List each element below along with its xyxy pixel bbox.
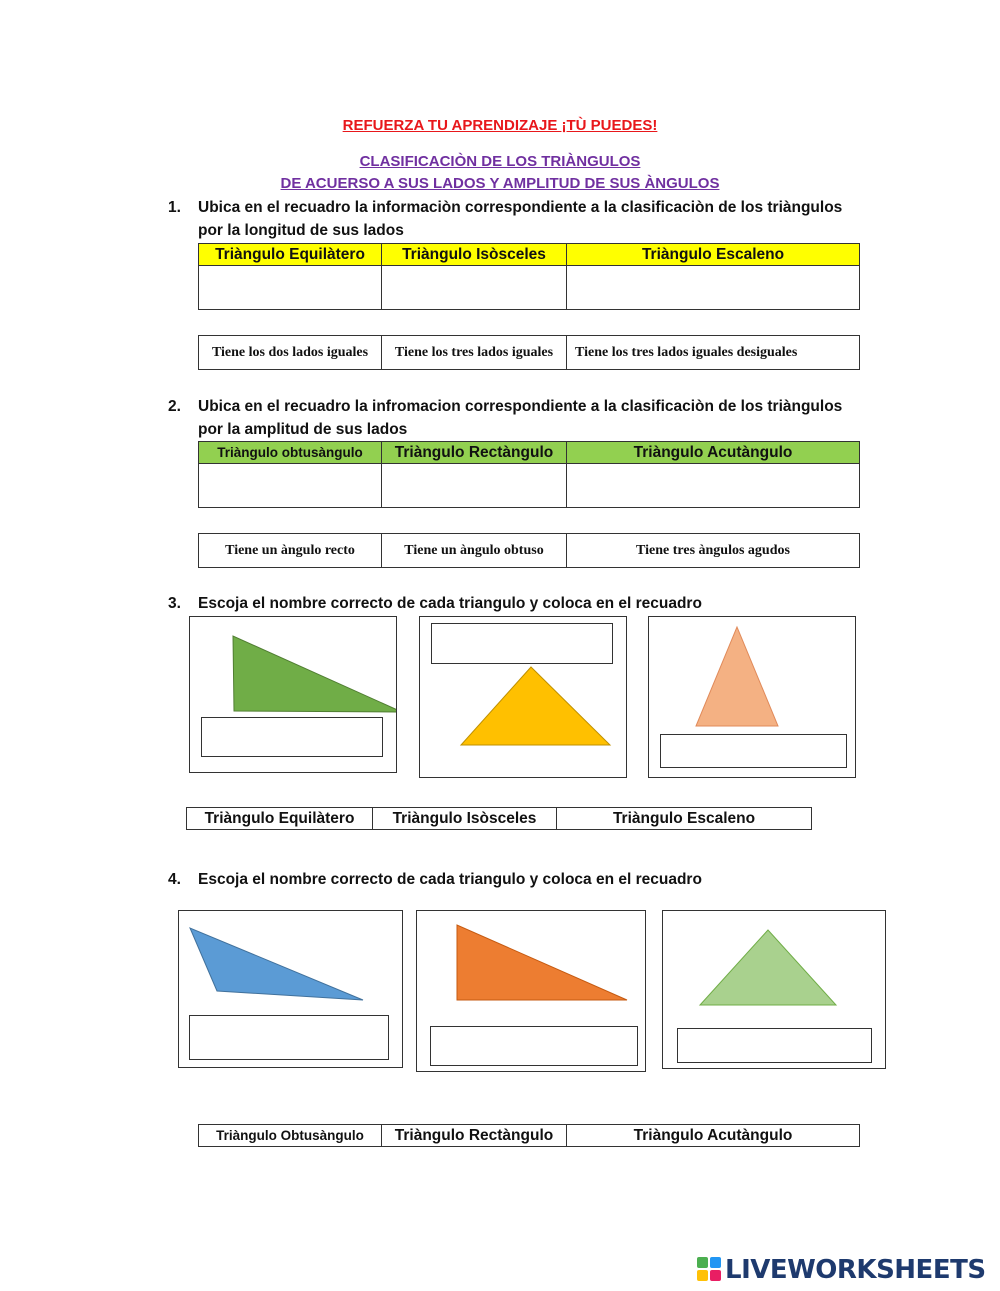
question-text-line-1: Ubica en el recuadro la infromacion correspondiente a la clasificaciòn de los triàngulos <box>198 398 843 415</box>
q1-answer-table <box>198 243 860 310</box>
question-number: 4. <box>168 871 181 888</box>
q1-drop-zone-isosceles[interactable] <box>382 266 567 310</box>
worksheet-subtitle-2: DE ACUERSO A SUS LADOS Y AMPLITUD DE SUS ÀNGULOS <box>280 175 720 192</box>
q1-header-escaleno: Triàngulo Escaleno <box>567 244 860 266</box>
q2-option-2[interactable]: Tiene un àngulo obtuso <box>382 534 567 568</box>
question-4 <box>168 868 928 891</box>
question-number: 1. <box>168 199 181 216</box>
q3-option-1[interactable]: Triàngulo Equilàtero <box>187 808 373 830</box>
q4-option-1[interactable]: Triàngulo Obtusàngulo <box>199 1125 382 1147</box>
q1-option-3[interactable]: Tiene los tres lados iguales desiguales <box>567 336 860 370</box>
q2-option-1[interactable]: Tiene un àngulo recto <box>199 534 382 568</box>
worksheet-title: REFUERZA TU APRENDIZAJE ¡TÙ PUEDES! <box>342 117 658 134</box>
right-triangle-shape <box>233 636 396 712</box>
question-3 <box>168 592 928 615</box>
q1-option-2[interactable]: Tiene los tres lados iguales <box>382 336 567 370</box>
q4-triangle-card-1 <box>178 910 403 1068</box>
q2-answer-table <box>198 441 860 508</box>
q2-drop-zone-obtusangulo[interactable] <box>199 464 382 508</box>
logo-text: LIVEWORKSHEETS <box>725 1255 986 1285</box>
q2-header-obtusangulo: Triàngulo obtusàngulo <box>199 442 382 464</box>
q1-drop-zone-equilatero[interactable] <box>199 266 382 310</box>
q4-answer-slot-1[interactable] <box>189 1015 389 1060</box>
q3-options-table <box>186 807 812 830</box>
obtuse-triangle-shape <box>190 928 363 1000</box>
q1-header-isosceles: Triàngulo Isòsceles <box>382 244 567 266</box>
q3-triangle-card-2 <box>419 616 627 778</box>
q1-option-1[interactable]: Tiene los dos lados iguales <box>199 336 382 370</box>
question-text-line-2: por la longitud de sus lados <box>198 222 404 239</box>
q1-drop-zone-escaleno[interactable] <box>567 266 860 310</box>
q4-option-3[interactable]: Triàngulo Acutàngulo <box>567 1125 860 1147</box>
q4-answer-slot-3[interactable] <box>677 1028 872 1063</box>
q3-triangle-card-3 <box>648 616 856 778</box>
acute-triangle-shape <box>696 627 778 726</box>
q4-answer-slot-2[interactable] <box>430 1026 638 1066</box>
q1-header-equilatero: Triàngulo Equilàtero <box>199 244 382 266</box>
q3-option-2[interactable]: Triàngulo Isòsceles <box>373 808 557 830</box>
q2-header-rectangulo: Triàngulo Rectàngulo <box>382 442 567 464</box>
q2-drop-zone-rectangulo[interactable] <box>382 464 567 508</box>
q2-option-3[interactable]: Tiene tres àngulos agudos <box>567 534 860 568</box>
q3-answer-slot-3[interactable] <box>660 734 847 768</box>
question-text-line-1: Ubica en el recuadro la informaciòn correspondiente a la clasificaciòn de los triàngulos <box>198 199 843 216</box>
isosceles-triangle-shape <box>461 667 610 745</box>
q1-options-table <box>198 335 860 370</box>
liveworksheets-logo-icon <box>697 1257 721 1281</box>
q3-option-3[interactable]: Triàngulo Escaleno <box>557 808 812 830</box>
worksheet-subtitle-1: CLASIFICACIÒN DE LOS TRIÀNGULOS <box>359 153 641 170</box>
q3-answer-slot-2[interactable] <box>431 623 613 664</box>
question-number: 3. <box>168 595 181 612</box>
question-number: 2. <box>168 398 181 415</box>
q2-drop-zone-acutangulo[interactable] <box>567 464 860 508</box>
q4-options-table <box>198 1124 860 1147</box>
q2-options-table <box>198 533 860 568</box>
acute-triangle-shape <box>700 930 836 1005</box>
right-triangle-shape <box>457 925 627 1000</box>
question-text: Escoja el nombre correcto de cada triangulo y coloca en el recuadro <box>198 595 702 612</box>
question-1 <box>168 196 928 242</box>
q4-option-2[interactable]: Triàngulo Rectàngulo <box>382 1125 567 1147</box>
q2-header-acutangulo: Triàngulo Acutàngulo <box>567 442 860 464</box>
q4-triangle-card-3 <box>662 910 886 1069</box>
question-2 <box>168 395 928 441</box>
q4-triangle-card-2 <box>416 910 646 1072</box>
q3-answer-slot-1[interactable] <box>201 717 383 757</box>
question-text: Escoja el nombre correcto de cada triangulo y coloca en el recuadro <box>198 871 702 888</box>
question-text-line-2: por la amplitud de sus lados <box>198 421 408 438</box>
q3-triangle-card-1 <box>189 616 397 773</box>
